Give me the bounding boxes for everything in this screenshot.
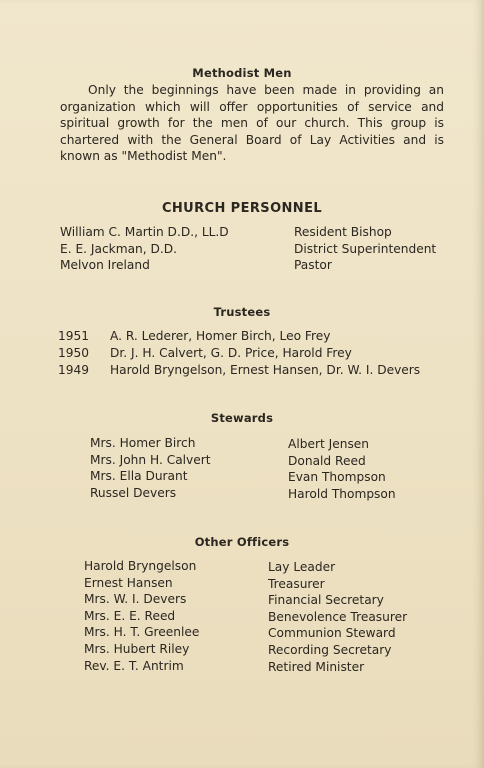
officer-role: Retired Minister: [268, 659, 365, 674]
personnel-role: Resident Bishop: [294, 225, 392, 239]
steward-name: Russel Devers: [90, 485, 177, 500]
personnel-name: Melvon Ireland: [60, 258, 150, 273]
officer-role: Communion Steward: [268, 626, 396, 641]
officer-name: Mrs. Hubert Riley: [84, 641, 190, 656]
personnel-name: E. E. Jackman, D.D.: [60, 241, 178, 256]
officer-name: Mrs. H. T. Greenlee: [84, 625, 200, 640]
personnel-names: [60, 224, 229, 274]
trustee-names: Harold Bryngelson, Ernest Hansen, Dr. W. I. Devers: [110, 363, 421, 377]
stewards-heading: Stewards: [210, 411, 274, 425]
steward-name: Albert Jensen: [288, 437, 370, 451]
steward-name: Mrs. Homer Birch: [90, 436, 196, 450]
trustee-row: [58, 329, 330, 343]
trustee-year: 1949: [58, 363, 90, 377]
steward-name: Mrs. John H. Calvert: [90, 452, 211, 467]
personnel-roles: [294, 224, 436, 274]
officer-name: Mrs. W. I. Devers: [84, 592, 187, 607]
trustees-heading: Trustees: [213, 305, 271, 319]
trustee-row: [58, 346, 352, 360]
church-personnel-heading: CHURCH PERSONNEL: [161, 201, 323, 216]
officer-role: Treasurer: [268, 576, 325, 591]
other-officers-heading: Other Officers: [194, 535, 290, 549]
steward-name: Harold Thompson: [288, 486, 396, 501]
officer-role: Recording Secretary: [268, 642, 392, 657]
officer-name: Mrs. E. E. Reed: [84, 608, 176, 623]
trustee-row: [58, 363, 420, 377]
methodist-men-heading: Methodist Men: [192, 66, 292, 80]
stewards-left: [90, 435, 211, 501]
officer-name: Ernest Hansen: [84, 575, 173, 590]
officer-name: Rev. E. T. Antrim: [84, 658, 184, 673]
trustee-year: 1951: [58, 329, 90, 343]
steward-name: Evan Thompson: [288, 470, 386, 485]
officer-role: Financial Secretary: [268, 593, 384, 608]
trustee-year: 1950: [58, 346, 90, 360]
officer-role: Lay Leader: [268, 560, 336, 574]
officer-names: [84, 558, 199, 674]
stewards-right: [288, 436, 396, 502]
trustee-names: Dr. J. H. Calvert, G. D. Price, Harold Frey: [110, 346, 352, 360]
officer-roles: [268, 559, 407, 675]
officer-role: Benevolence Treasurer: [268, 609, 408, 624]
personnel-name: William C. Martin D.D., LL.D: [60, 225, 229, 239]
personnel-role: Pastor: [294, 258, 332, 273]
officer-name: Harold Bryngelson: [84, 559, 197, 573]
methodist-men-paragraph: [60, 82, 444, 165]
steward-name: Donald Reed: [288, 453, 366, 468]
trustee-names: A. R. Lederer, Homer Birch, Leo Frey: [110, 329, 331, 343]
personnel-role: District Superintendent: [294, 241, 437, 256]
methodist-men-text: Only the beginnings have been made in providing an organization which will offer opportunities of service and spiritual growth for the men of our church. This group is chartered with the General Board of Lay Activities and is known as "Methodist Men".: [60, 83, 444, 163]
steward-name: Mrs. Ella Durant: [90, 469, 188, 484]
